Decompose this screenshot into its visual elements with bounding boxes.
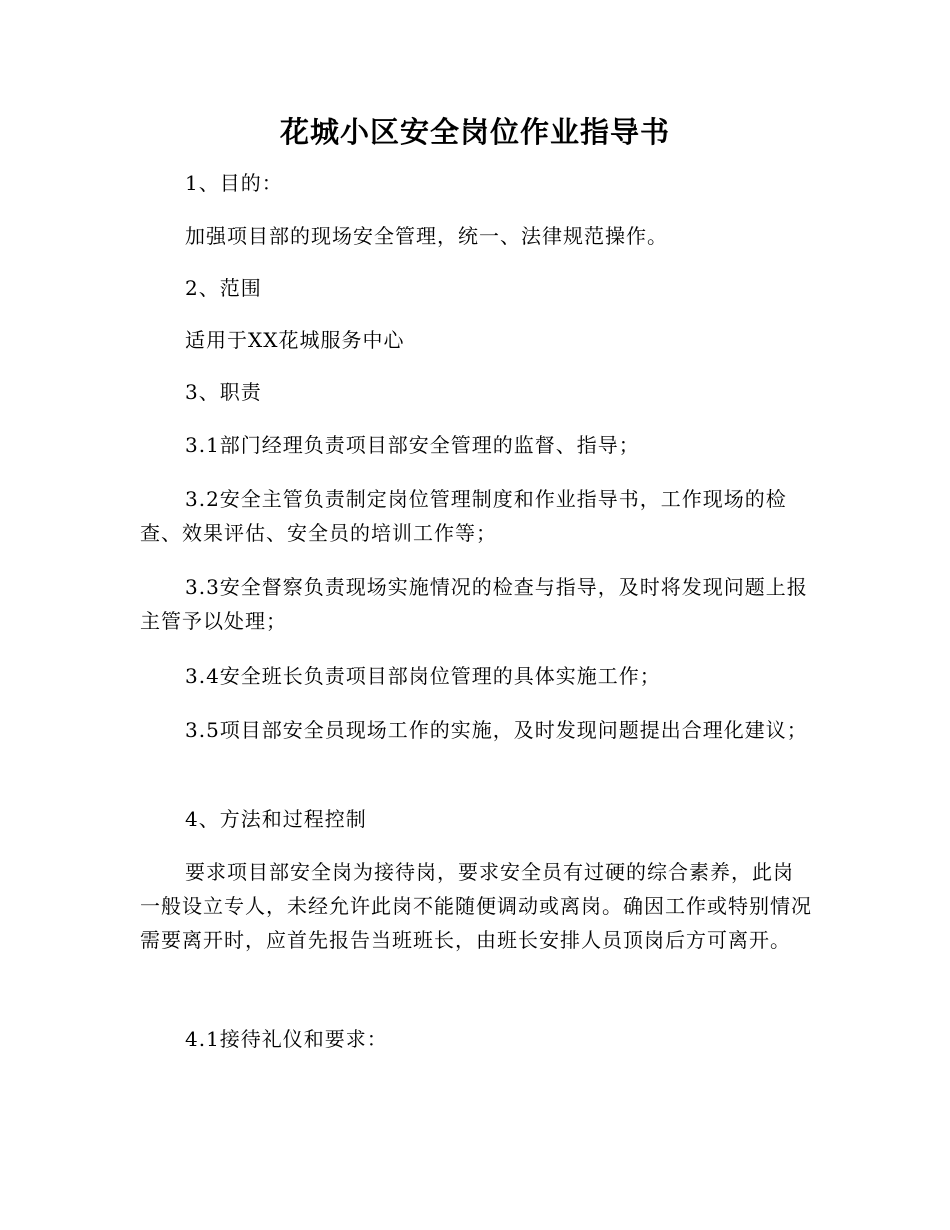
section-heading-purpose: 1、目的： — [185, 171, 283, 195]
document-title: 花城小区安全岗位作业指导书 — [279, 115, 670, 149]
paragraph-scope-text: 适用于XX花城服务中心 — [185, 328, 405, 352]
paragraph-duty-3-4: 3.4安全班长负责项目部岗位管理的具体实施工作； — [185, 664, 661, 688]
section-heading-reception: 4.1接待礼仪和要求： — [185, 1027, 388, 1051]
paragraph-duty-3-5: 3.5项目部安全员现场工作的实施，及时发现问题提出合理化建议； — [185, 718, 808, 742]
paragraph-duty-3-3: 3.3安全督察负责现场实施情况的检查与指导，及时将发现问题上报主管予以处理； — [140, 575, 808, 633]
paragraph-purpose-text: 加强项目部的现场安全管理，统一、法律规范操作。 — [185, 224, 668, 248]
paragraph-methods-text: 要求项目部安全岗为接待岗，要求安全员有过硬的综合素养，此岗一般设立专人，未经允许此岗不能随便调动或离岗。确因工作或特别情况需要离开时，应首先报告当班班长，由班长安排人员顶岗后方可离开。 — [140, 860, 812, 952]
section-heading-scope: 2、范围 — [185, 276, 262, 300]
section-heading-methods: 4、方法和过程控制 — [185, 807, 367, 831]
section-heading-duties: 3、职责 — [185, 380, 262, 404]
paragraph-duty-3-2: 3.2安全主管负责制定岗位管理制度和作业指导书，工作现场的检查、效果评估、安全员的培训工作等； — [140, 487, 787, 545]
paragraph-duty-3-1: 3.1部门经理负责项目部安全管理的监督、指导； — [185, 433, 640, 457]
